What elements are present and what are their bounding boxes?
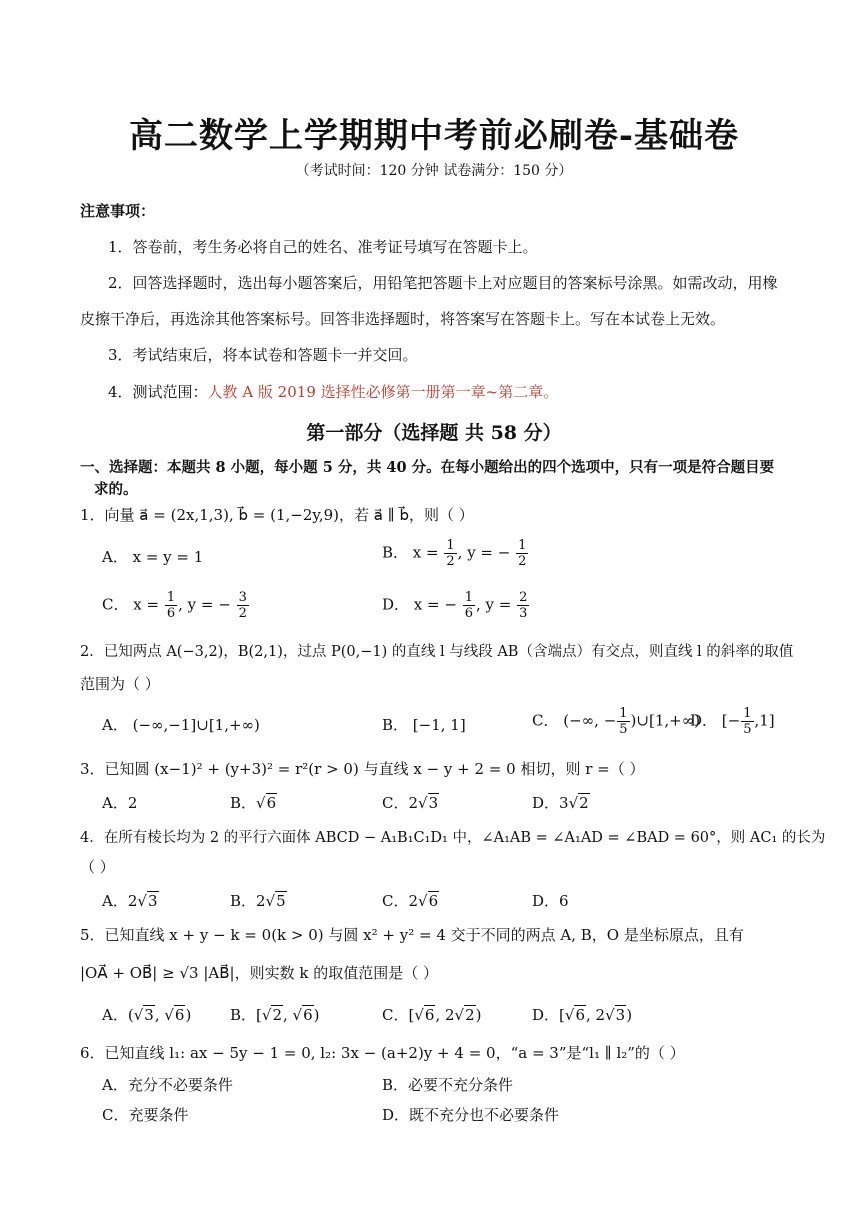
question-2-stem-b: 范围为（ ） xyxy=(80,675,160,693)
question-3-option-a: A．2 xyxy=(102,794,138,812)
q4-a-label: A．2 xyxy=(102,892,138,910)
question-2-option-a: A． (−∞,−1]∪[1,+∞) xyxy=(102,716,260,734)
instructions-line-1: 一、选择题：本题共 8 小题，每小题 5 分，共 40 分。在每小题给出的四个选项中，只有一项是符合题目要 xyxy=(80,459,775,476)
fraction: $\frac{1}{6}$ xyxy=(166,590,176,621)
question-3-stem: 3．已知圆 (x−1)² + (y+3)² = r²(r > 0) 与直线 x − y + 2 = 0 相切，则 r =（ ） xyxy=(80,760,645,778)
q4-c-label: C．2 xyxy=(382,892,419,910)
fraction: $\frac{1}{6}$ xyxy=(464,590,473,621)
q1-d-label: D． x = − xyxy=(382,595,457,614)
fraction: $\frac{1}{2}$ xyxy=(446,538,455,569)
q3-d-label: D．3 xyxy=(532,794,569,812)
exam-info: （考试时间：120 分钟 试卷满分：150 分） xyxy=(295,163,573,179)
q5-a-label: A． xyxy=(102,1006,128,1024)
question-6-option-d: D．既不充分也不必要条件 xyxy=(382,1106,560,1124)
notice-item-4-prefix: 4．测试范围： xyxy=(108,383,208,401)
q5-c-label: C． xyxy=(382,1006,409,1024)
q4-b-label: B．2 xyxy=(230,892,266,910)
q5-b-label: B． xyxy=(230,1006,257,1024)
notice-heading: 注意事项： xyxy=(80,202,156,220)
question-1-option-c: C． x = $\frac{1}{6}$ , y = − $\frac{3}{2}$ xyxy=(102,590,247,621)
question-4-option-c: C．2√6 xyxy=(382,892,439,910)
question-5-stem-b: |OA⃗ + OB⃗| ≥ √3 |AB⃗|，则实数 k 的取值范围是（ ） xyxy=(80,964,438,982)
question-2-option-d: D． [− $\frac{1}{5}$ ,1] xyxy=(690,706,775,737)
question-5-stem-a: 5．已知直线 x + y − k = 0(k > 0) 与圆 x² + y² = 4 交于不同的两点 A, B，O 是坐标原点，且有 xyxy=(80,926,744,944)
question-4-stem-b: （ ） xyxy=(80,858,115,876)
question-6-option-c: C．充要条件 xyxy=(102,1106,189,1124)
question-2-option-c: C． (−∞, − $\frac{1}{5}$ )∪[1,+∞) xyxy=(532,706,701,737)
instructions-line-2: 求的。 xyxy=(94,481,138,498)
question-4-option-a: A．2√3 xyxy=(102,892,158,910)
question-5-option-c: C．[√6, 2√2) xyxy=(382,1006,482,1024)
question-3-option-d: D．3√2 xyxy=(532,794,589,812)
fraction: $\frac{1}{5}$ xyxy=(743,706,752,737)
fraction: $\frac{1}{2}$ xyxy=(518,538,527,569)
section-title: 第一部分（选择题 共 58 分） xyxy=(306,422,562,444)
question-4-stem-a: 4．在所有棱长均为 2 的平行六面体 ABCD − A₁B₁C₁D₁ 中，∠A₁AB = ∠A₁AD = ∠BAD = 60°，则 AC₁ 的长为 xyxy=(80,830,826,846)
question-1-option-b: B． x = $\frac{1}{2}$ , y = − $\frac{1}{2}$ xyxy=(382,538,527,569)
fraction: $\frac{1}{5}$ xyxy=(619,706,628,737)
question-2-option-b: B． [−1, 1] xyxy=(382,716,466,734)
q5-d-label: D． xyxy=(532,1006,560,1024)
question-3-option-c: C．2√3 xyxy=(382,794,439,812)
question-1-option-d: D． x = − $\frac{1}{6}$ , y = $\frac{2}{3}$ xyxy=(382,590,528,621)
notice-item-4 xyxy=(108,381,558,402)
fraction: $\frac{2}{3}$ xyxy=(519,590,528,621)
notice-item-1: 1．答卷前，考生务必将自己的姓名、准考证号填写在答题卡上。 xyxy=(108,238,538,256)
q2-d-label: D． [− xyxy=(690,711,741,730)
question-5-option-d: D．[√6, 2√3) xyxy=(532,1006,633,1024)
fraction: $\frac{3}{2}$ xyxy=(238,590,247,621)
q3-b-label: B． xyxy=(230,794,257,812)
notice-item-4-scope: 人教 A 版 2019 选择性必修第一册第一章~第二章。 xyxy=(207,383,559,401)
question-6-stem: 6．已知直线 l₁: ax − 5y − 1 = 0, l₂: 3x − (a+2)y + 4 = 0，“a = 3”是“l₁ ∥ l₂”的（ ） xyxy=(80,1044,685,1062)
page-title: 高二数学上学期期中考前必刷卷-基础卷 xyxy=(128,116,740,156)
q3-c-label: C．2 xyxy=(382,794,419,812)
question-1-stem: 1．向量 a⃗ = (2x,1,3), b⃗ = (1,−2y,9)，若 a⃗ ∥ b⃗，则（ ） xyxy=(80,506,474,524)
q2-c-label: C． (−∞, − xyxy=(532,711,617,730)
question-1-option-a: A． x = y = 1 xyxy=(102,548,204,566)
notice-item-2b: 皮擦干净后，再选涂其他答案标号。回答非选择题时，将答案写在答题卡上。写在本试卷上无效。 xyxy=(80,310,726,328)
question-5-option-a: A．(√3, √6) xyxy=(102,1006,192,1024)
question-6-option-a: A．充分不必要条件 xyxy=(102,1076,233,1094)
q1-b-label: B． x = xyxy=(382,543,439,562)
question-5-option-b: B．[√2, √6) xyxy=(230,1006,320,1024)
question-4-option-b: B．2√5 xyxy=(230,892,286,910)
question-2-stem-a: 2．已知两点 A(−3,2)，B(2,1)，过点 P(0,−1) 的直线 l 与线段 AB（含端点）有交点，则直线 l 的斜率的取值 xyxy=(80,644,794,660)
question-3-option-b: B．√6 xyxy=(230,794,277,812)
question-6-option-b: B．必要不充分条件 xyxy=(382,1076,514,1094)
notice-item-2a: 2．回答选择题时，选出每小题答案后，用铅笔把答题卡上对应题目的答案标号涂黑。如需改动，用橡 xyxy=(108,274,778,292)
q1-c-label: C． x = xyxy=(102,595,160,614)
notice-item-3: 3．考试结束后，将本试卷和答题卡一并交回。 xyxy=(108,346,418,364)
question-4-option-d: D．6 xyxy=(532,892,569,910)
